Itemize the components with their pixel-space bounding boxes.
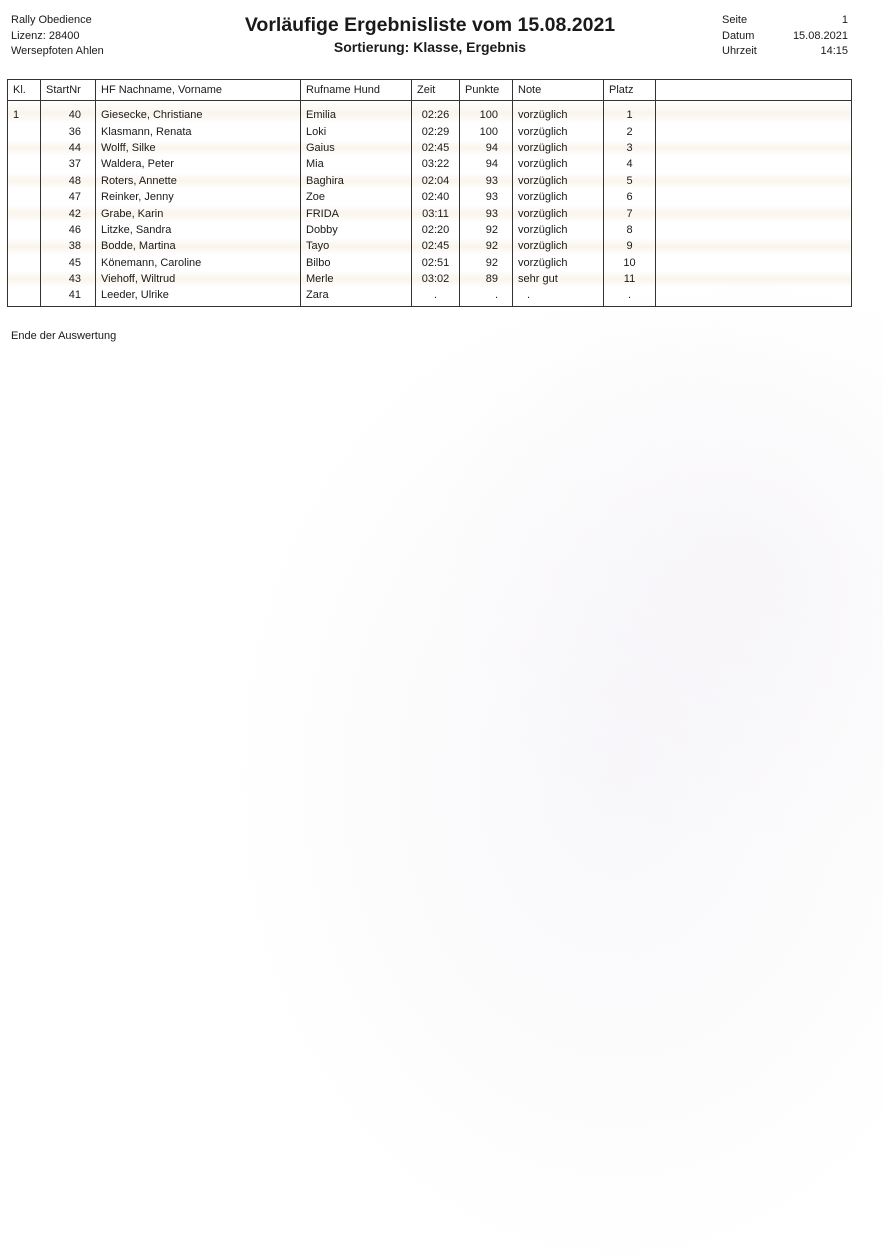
cell-time: 03:22 <box>412 156 460 172</box>
page-value: 1 <box>841 14 848 26</box>
cell-startnr: 40 <box>41 101 96 124</box>
page-label: Seite <box>722 14 748 26</box>
cell-empty <box>656 173 852 189</box>
cell-time: . <box>412 287 460 306</box>
column-header-grade: Note <box>513 80 604 101</box>
table-row <box>8 271 852 287</box>
cell-grade: vorzüglich <box>513 140 604 156</box>
cell-empty <box>656 123 852 139</box>
date-label: Datum <box>722 29 755 42</box>
cell-dog: Baghira <box>301 173 412 189</box>
cell-points: 93 <box>460 173 513 189</box>
time-row <box>722 44 848 60</box>
cell-grade: vorzüglich <box>513 156 604 172</box>
cell-dog: Emilia <box>301 101 412 124</box>
table-row <box>8 189 852 205</box>
cell-class <box>8 189 41 205</box>
page-title: Vorläufige Ergebnisliste vom 15.08.2021 <box>244 14 616 36</box>
cell-rank: 7 <box>604 205 656 221</box>
cell-rank: . <box>604 287 656 306</box>
cell-grade: vorzüglich <box>513 238 604 254</box>
cell-class <box>8 123 41 139</box>
cell-grade: vorzüglich <box>513 101 604 124</box>
cell-dog: Loki <box>301 123 412 139</box>
cell-dog: Zoe <box>301 189 412 205</box>
cell-rank: 1 <box>604 101 656 124</box>
cell-points: 92 <box>460 222 513 238</box>
cell-dog: Dobby <box>301 222 412 238</box>
cell-handler: Reinker, Jenny <box>96 189 301 205</box>
cell-handler: Grabe, Karin <box>96 205 301 221</box>
cell-handler: Wolff, Silke <box>96 140 301 156</box>
cell-handler: Klasmann, Renata <box>96 123 301 139</box>
column-header-startnr: StartNr <box>41 80 96 101</box>
cell-startnr: 36 <box>41 123 96 139</box>
sport-name: Rally Obedience <box>11 14 92 26</box>
cell-class <box>8 238 41 254</box>
cell-startnr: 48 <box>41 173 96 189</box>
table-row <box>8 205 852 221</box>
cell-grade: vorzüglich <box>513 205 604 221</box>
cell-startnr: 42 <box>41 205 96 221</box>
cell-empty <box>656 255 852 271</box>
cell-dog: Mia <box>301 156 412 172</box>
column-header-rank: Platz <box>604 80 656 101</box>
table-header-row <box>8 80 852 101</box>
cell-rank: 3 <box>604 140 656 156</box>
table-row <box>8 255 852 271</box>
column-header-dog: Rufname Hund <box>301 80 412 101</box>
cell-time: 03:02 <box>412 271 460 287</box>
column-header-class: Kl. <box>8 80 41 101</box>
cell-startnr: 44 <box>41 140 96 156</box>
cell-grade: sehr gut <box>513 271 604 287</box>
cell-class <box>8 255 41 271</box>
cell-handler: Roters, Annette <box>96 173 301 189</box>
cell-rank: 11 <box>604 271 656 287</box>
cell-rank: 6 <box>604 189 656 205</box>
cell-time: 02:29 <box>412 123 460 139</box>
cell-points: 92 <box>460 238 513 254</box>
cell-handler: Bodde, Martina <box>96 238 301 254</box>
cell-empty <box>656 189 852 205</box>
cell-empty <box>656 140 852 156</box>
cell-time: 02:04 <box>412 173 460 189</box>
header-organizer <box>11 13 104 60</box>
cell-startnr: 38 <box>41 238 96 254</box>
cell-empty <box>656 156 852 172</box>
time-value: 14:15 <box>820 45 848 57</box>
cell-time: 02:26 <box>412 101 460 124</box>
table-row <box>8 140 852 156</box>
cell-handler: Waldera, Peter <box>96 156 301 172</box>
cell-points: 94 <box>460 140 513 156</box>
date-value: 15.08.2021 <box>792 29 848 42</box>
cell-class <box>8 205 41 221</box>
cell-class <box>8 156 41 172</box>
cell-class <box>8 173 41 189</box>
table-row <box>8 101 852 124</box>
cell-rank: 4 <box>604 156 656 172</box>
table-row <box>8 123 852 139</box>
cell-points: . <box>460 287 513 306</box>
cell-handler: Litzke, Sandra <box>96 222 301 238</box>
cell-rank: 5 <box>604 173 656 189</box>
cell-empty <box>656 271 852 287</box>
cell-points: 92 <box>460 255 513 271</box>
cell-grade: vorzüglich <box>513 189 604 205</box>
cell-time: 02:51 <box>412 255 460 271</box>
cell-handler: Giesecke, Christiane <box>96 101 301 124</box>
cell-startnr: 47 <box>41 189 96 205</box>
page-number-row <box>722 13 848 29</box>
club-name: Wersepfoten Ahlen <box>11 45 104 57</box>
table-row <box>8 238 852 254</box>
cell-points: 100 <box>460 101 513 124</box>
cell-class <box>8 140 41 156</box>
cell-time: 02:45 <box>412 238 460 254</box>
cell-rank: 8 <box>604 222 656 238</box>
cell-empty <box>656 222 852 238</box>
table-row <box>8 156 852 172</box>
cell-time: 02:40 <box>412 189 460 205</box>
cell-points: 89 <box>460 271 513 287</box>
cell-startnr: 43 <box>41 271 96 287</box>
column-header-handler: HF Nachname, Vorname <box>96 80 301 101</box>
cell-grade: . <box>513 287 604 306</box>
cell-points: 94 <box>460 156 513 172</box>
cell-startnr: 45 <box>41 255 96 271</box>
cell-time: 02:20 <box>412 222 460 238</box>
cell-grade: vorzüglich <box>513 173 604 189</box>
cell-time: 02:45 <box>412 140 460 156</box>
cell-time: 03:11 <box>412 205 460 221</box>
sort-subtitle: Sortierung: Klasse, Ergebnis <box>333 39 527 55</box>
cell-points: 100 <box>460 123 513 139</box>
header-title-block <box>200 12 660 56</box>
time-label: Uhrzeit <box>722 45 757 57</box>
column-header-points: Punkte <box>460 80 513 101</box>
cell-empty <box>656 287 852 306</box>
table-row <box>8 287 852 306</box>
cell-class <box>8 287 41 306</box>
cell-points: 93 <box>460 205 513 221</box>
cell-points: 93 <box>460 189 513 205</box>
cell-empty <box>656 205 852 221</box>
cell-dog: Bilbo <box>301 255 412 271</box>
cell-dog: FRIDA <box>301 205 412 221</box>
cell-dog: Gaius <box>301 140 412 156</box>
column-header-empty <box>656 80 852 101</box>
end-of-evaluation: Ende der Auswertung <box>11 330 117 342</box>
license-number: Lizenz: 28400 <box>11 29 80 42</box>
column-header-time: Zeit <box>412 80 460 101</box>
cell-rank: 2 <box>604 123 656 139</box>
header-meta <box>722 13 848 60</box>
cell-class: 1 <box>8 101 41 124</box>
table-row <box>8 222 852 238</box>
cell-handler: Viehoff, Wiltrud <box>96 271 301 287</box>
cell-handler: Leeder, Ulrike <box>96 287 301 306</box>
cell-startnr: 37 <box>41 156 96 172</box>
cell-dog: Merle <box>301 271 412 287</box>
cell-empty <box>656 101 852 124</box>
cell-empty <box>656 238 852 254</box>
table-row <box>8 173 852 189</box>
cell-dog: Zara <box>301 287 412 306</box>
cell-dog: Tayo <box>301 238 412 254</box>
cell-class <box>8 271 41 287</box>
cell-rank: 9 <box>604 238 656 254</box>
cell-handler: Könemann, Caroline <box>96 255 301 271</box>
date-row <box>722 29 848 45</box>
cell-startnr: 41 <box>41 287 96 306</box>
cell-rank: 10 <box>604 255 656 271</box>
cell-startnr: 46 <box>41 222 96 238</box>
cell-grade: vorzüglich <box>513 123 604 139</box>
cell-grade: vorzüglich <box>513 255 604 271</box>
cell-grade: vorzüglich <box>513 222 604 238</box>
cell-class <box>8 222 41 238</box>
results-table <box>7 79 852 307</box>
